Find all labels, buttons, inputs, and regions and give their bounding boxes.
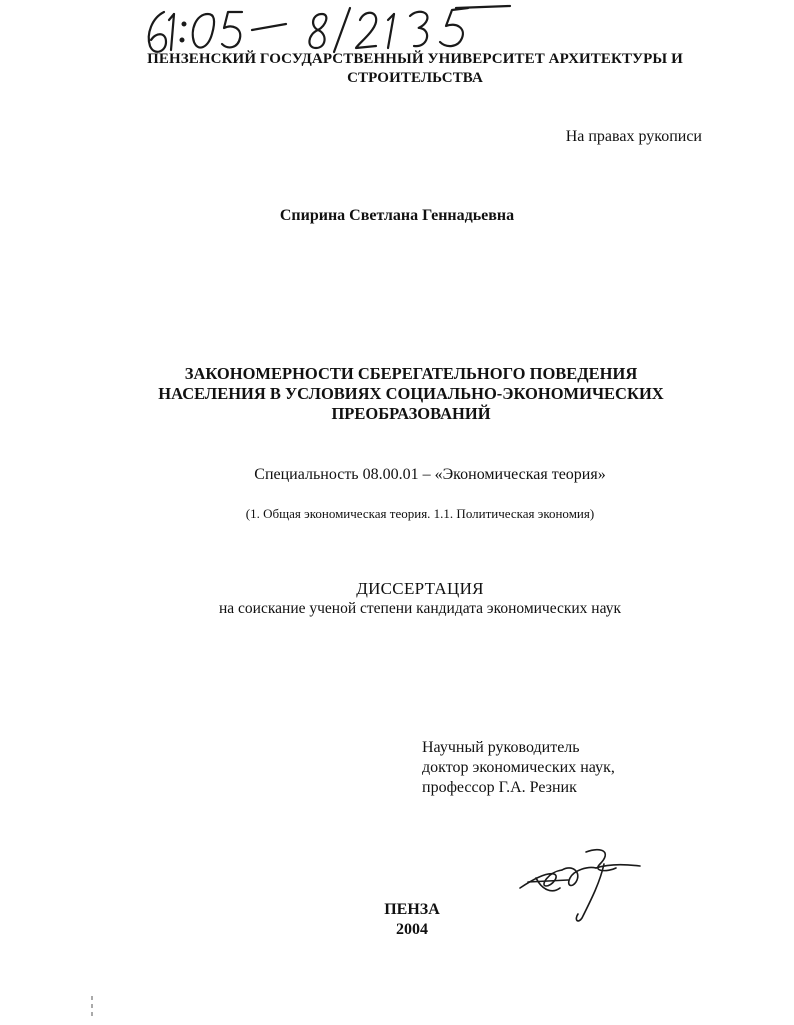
specialty: Специальность 08.00.01 – «Экономическая теория» (254, 466, 606, 483)
supervisor-line: доктор экономических наук, (422, 759, 615, 776)
year: 2004 (396, 921, 428, 938)
city-name: ПЕНЗА (384, 901, 440, 918)
supervisor-line: профессор Г.А. Резник (422, 779, 577, 796)
scan-artifact (88, 994, 96, 1020)
title-line: ПРЕОБРАЗОВАНИЙ (331, 404, 491, 423)
title-line: НАСЕЛЕНИЯ В УСЛОВИЯХ СОЦИАЛЬНО-ЭКОНОМИЧЕСКИХ (158, 384, 664, 403)
title-line: ЗАКОНОМЕРНОСТИ СБЕРЕГАТЕЛЬНОГО ПОВЕДЕНИЯ (184, 364, 638, 383)
supervisor-block (422, 738, 752, 798)
author-name: Спирина Светлана Геннадьевна (279, 207, 515, 224)
rights-notice: На правах рукописи (565, 128, 702, 145)
dissertation-title (110, 364, 712, 424)
city-year (22, 900, 794, 940)
supervisor-line: Научный руководитель (422, 739, 580, 756)
specialty-subfield: (1. Общая экономическая теория. 1.1. Политическая экономия) (245, 506, 595, 521)
university-name: ПЕНЗЕНСКИЙ ГОСУДАРСТВЕННЫЙ УНИВЕРСИТЕТ АРХИТЕКТУРЫ И СТРОИТЕЛЬСТВА (147, 51, 683, 86)
scan-artifact-marks (88, 994, 96, 1020)
dissertation-purpose: на соискание ученой степени кандидата экономических наук (219, 600, 621, 617)
dissertation-label: ДИССЕРТАЦИЯ (356, 579, 484, 598)
